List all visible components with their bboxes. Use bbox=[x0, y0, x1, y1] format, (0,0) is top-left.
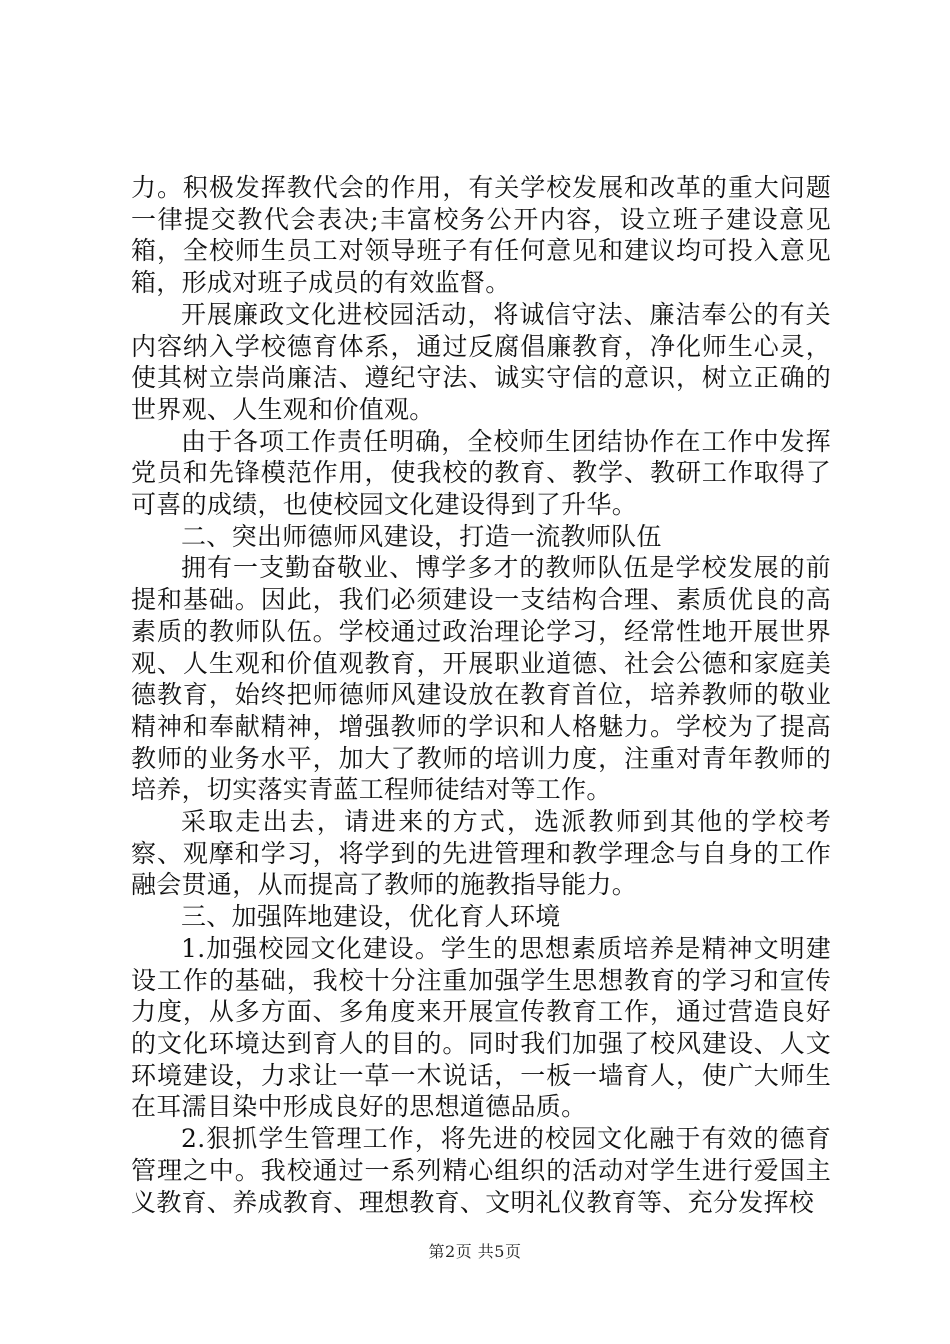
paragraph-2: 开展廉政文化进校园活动，将诚信守法、廉洁奉公的有关内容纳入学校德育体系，通过反腐倡廉教育，净化师生心灵，使其树立崇尚廉洁、遵纪守法、诚实守信的意识，树立正确的世界观、人生观和价值观。 bbox=[131, 299, 831, 424]
section-heading-3: 三、加强阵地建设，优化育人环境 bbox=[181, 902, 561, 932]
paragraph-5: 采取走出去，请进来的方式，选派教师到其他的学校考察、观摩和学习，将学到的先进管理和教学理念与自身的工作融会贯通，从而提高了教师的施教指导能力。 bbox=[131, 807, 831, 900]
page-footer: 第2页 共5页 bbox=[428, 1242, 522, 1261]
paragraph-1: 力。积极发挥教代会的作用，有关学校发展和改革的重大问题一律提交教代会表决;丰富校务公开内容，设立班子建设意见箱，全校师生员工对领导班子有任何意见和建议均可投入意见箱，形成对班子成员的有效监督。 bbox=[131, 173, 831, 298]
paragraph-7: 2.狠抓学生管理工作，将先进的校园文化融于有效的德育管理之中。我校通过一系列精心组织的活动对学生进行爱国主义教育、养成教育、理想教育、文明礼仪教育等、充分发挥校 bbox=[131, 1124, 831, 1217]
document-body bbox=[131, 172, 831, 1218]
paragraph-3: 由于各项工作责任明确，全校师生团结协作在工作中发挥党员和先锋模范作用，使我校的教育、教学、教研工作取得了可喜的成绩，也使校园文化建设得到了升华。 bbox=[131, 426, 831, 520]
paragraph-6: 1.加强校园文化建设。学生的思想素质培养是精神文明建设工作的基础，我校十分注重加强学生思想教育的学习和宣传力度，从多方面、多角度来开展宣传教育工作，通过营造良好的文化环境达到育人的目的。同时我们加强了校风建设、人文环境建设，力求让一草一木说话，一板一墙育人，使广大师生在耳濡目染中形成良好的思想道德品质。 bbox=[131, 933, 831, 1122]
paragraph-4: 拥有一支勤奋敬业、博学多才的教师队伍是学校发展的前提和基础。因此，我们必须建设一支结构合理、素质优良的高素质的教师队伍。学校通过政治理论学习，经常性地开展世界观、人生观和价值观教育，开展职业道德、社会公德和家庭美德教育，始终把师德师风建设放在教育首位，培养教师的敬业精神和奉献精神，增强教师的学识和人格魅力。学校为了提高教师的业务水平，加大了教师的培训力度，注重对青年教师的培养，切实落实青蓝工程师徒结对等工作。 bbox=[131, 553, 831, 805]
section-heading-2: 二、突出师德师风建设，打造一流教师队伍 bbox=[181, 521, 662, 551]
